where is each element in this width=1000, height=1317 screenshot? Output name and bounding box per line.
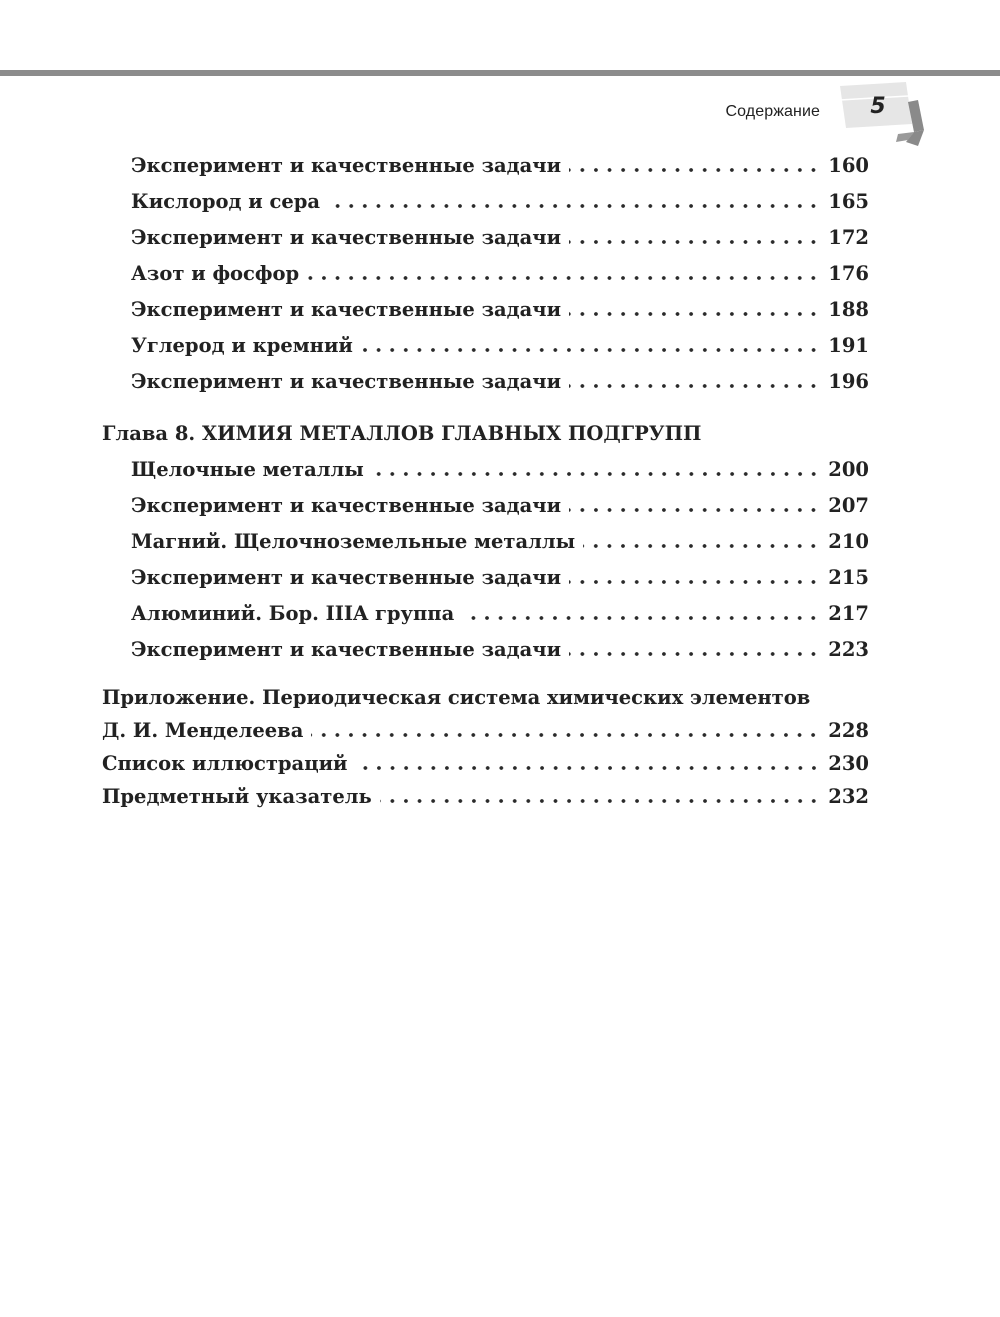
toc-entry[interactable] (102, 632, 869, 668)
appendix-title-line1[interactable]: Приложение. Периодическая система химических элементов (102, 686, 811, 709)
dot-leader (583, 528, 820, 548)
page-number: 5 (870, 94, 886, 119)
toc-entry[interactable] (102, 256, 869, 292)
toc-entry-title: Щелочные металлы (131, 458, 364, 481)
toc-entry-title: Азот и фосфор (131, 262, 300, 285)
toc-entry-title: Предметный указатель (102, 785, 372, 808)
dot-leader (569, 492, 820, 512)
toc-entry-page: 223 (828, 638, 869, 661)
dot-leader (328, 188, 820, 208)
dot-leader (361, 332, 820, 352)
toc-entry-page: 196 (828, 370, 869, 393)
toc-entry-page: 200 (828, 458, 869, 481)
toc-entry[interactable] (102, 524, 869, 560)
toc-entry-title: Д. И. Менделеева (102, 719, 304, 742)
toc-entry[interactable] (102, 596, 869, 632)
dot-leader (356, 750, 821, 770)
toc-entry-title: Эксперимент и качественные задачи (131, 370, 562, 393)
toc-entry-title: Эксперимент и качественные задачи (131, 638, 562, 661)
dot-leader (569, 224, 820, 244)
dot-leader (372, 456, 821, 476)
dot-leader (380, 783, 821, 803)
toc-entry-page: 172 (828, 226, 869, 249)
toc-entry-page: 191 (828, 334, 869, 357)
toc-entry[interactable] (102, 452, 869, 488)
dot-leader (569, 152, 820, 172)
toc-entry-title: Эксперимент и качественные задачи (131, 226, 562, 249)
toc-entry[interactable] (102, 488, 869, 524)
toc-entry-page: 228 (828, 719, 869, 742)
toc-entry[interactable] (102, 220, 869, 256)
toc-entry-title: Эксперимент и качественные задачи (131, 154, 562, 177)
dot-leader (311, 717, 820, 737)
toc-entry[interactable] (102, 560, 869, 596)
toc-entry-page: 232 (828, 785, 869, 808)
table-of-contents (102, 148, 869, 813)
toc-entry-page: 217 (828, 602, 869, 625)
toc-entry[interactable] (102, 328, 869, 364)
toc-entry-title: Эксперимент и качественные задачи (131, 494, 562, 517)
top-rule (0, 70, 1000, 76)
back-matter (102, 682, 869, 813)
toc-entry-page: 165 (828, 190, 869, 213)
toc-entry-page: 210 (828, 530, 869, 553)
toc-entry-title: Кислород и сера (131, 190, 321, 213)
dot-leader (569, 368, 820, 388)
dot-leader (569, 564, 820, 584)
dot-leader (307, 260, 820, 280)
toc-entry-title: Углерод и кремний (131, 334, 353, 357)
chapter-heading[interactable]: Глава 8. ХИМИЯ МЕТАЛЛОВ ГЛАВНЫХ ПОДГРУПП (102, 422, 702, 445)
toc-entry-index[interactable] (102, 780, 869, 813)
toc-entry-title: Список иллюстраций (102, 752, 348, 775)
toc-entry-page: 176 (828, 262, 869, 285)
toc-entry[interactable] (102, 292, 869, 328)
toc-entry-page: 207 (828, 494, 869, 517)
toc-entry[interactable] (102, 184, 869, 220)
toc-entry[interactable] (102, 148, 869, 184)
toc-entry-page: 188 (828, 298, 869, 321)
toc-entry-appendix[interactable] (102, 714, 869, 747)
running-head: Содержание (725, 103, 820, 120)
toc-entry-title: Магний. Щелочноземельные металлы (131, 530, 576, 553)
toc-entry-title: Эксперимент и качественные задачи (131, 298, 562, 321)
toc-entry-title: Алюминий. Бор. IIIA группа (131, 602, 455, 625)
dot-leader (569, 636, 820, 656)
toc-entry[interactable] (102, 364, 869, 400)
dot-leader (569, 296, 820, 316)
dot-leader (462, 600, 820, 620)
toc-entry-page: 160 (828, 154, 869, 177)
toc-entry-title: Эксперимент и качественные задачи (131, 566, 562, 589)
toc-entry-page: 230 (828, 752, 869, 775)
toc-entry-illustrations[interactable] (102, 747, 869, 780)
toc-entry-page: 215 (828, 566, 869, 589)
